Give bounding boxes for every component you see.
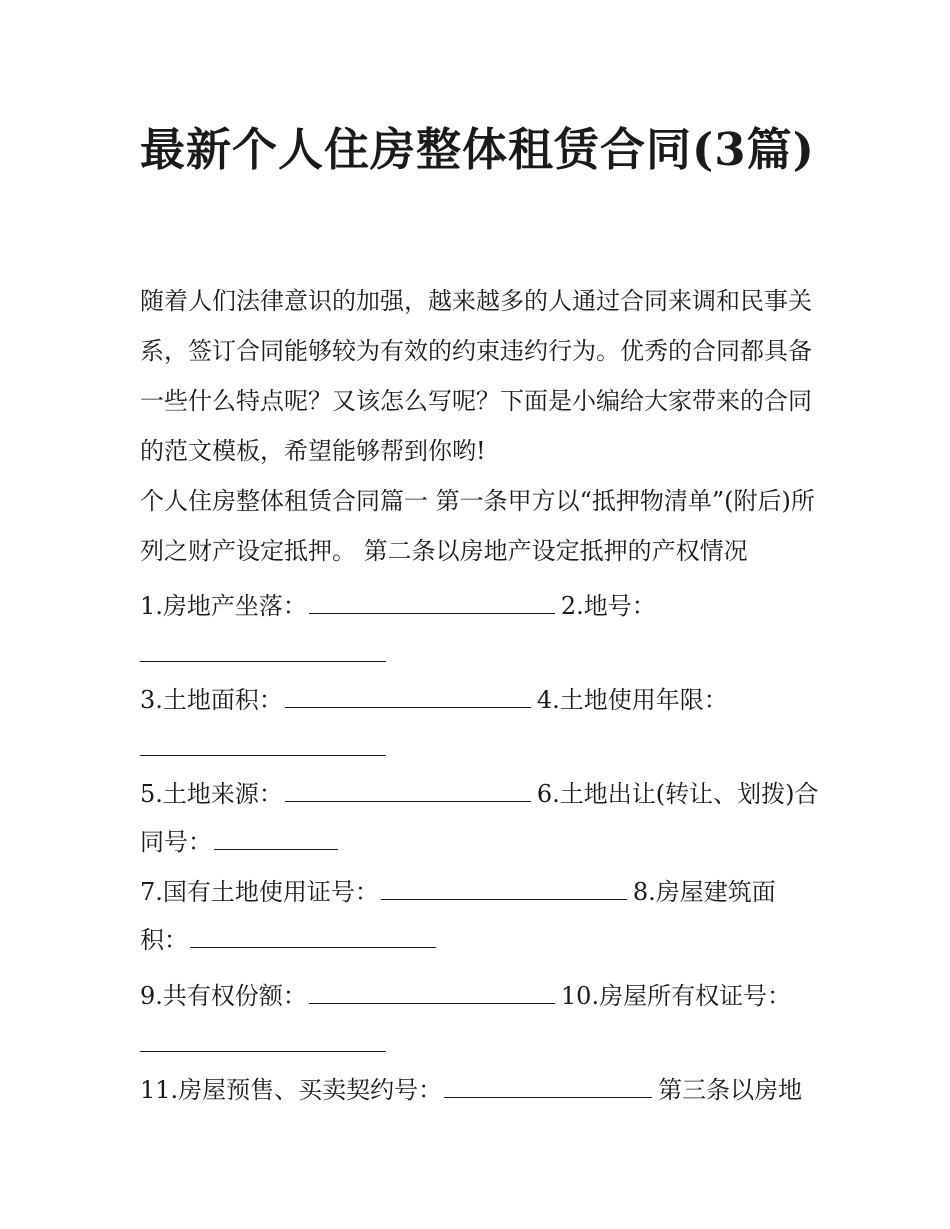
field-row-9-10 — [140, 972, 820, 1068]
field-label-ownership-certificate: 10.房屋所有权证号： — [560, 982, 792, 1010]
field-row-11 — [140, 1066, 820, 1114]
field-label-land-source: 5.土地来源： — [140, 780, 283, 808]
field-label-land-location: 1.房地产坐落： — [140, 592, 307, 620]
blank-share — [309, 977, 555, 1004]
field-label-land-certificate: 7.国有土地使用证号： — [140, 878, 379, 906]
field-label-share: 9.共有权份额： — [140, 982, 307, 1010]
blank-land-source — [285, 775, 531, 802]
field-row-1-2 — [140, 582, 820, 678]
document-title: 最新个人住房整体租赁合同(3篇) — [140, 123, 815, 176]
blank-lot-number — [140, 635, 386, 662]
blank-building-area — [190, 921, 436, 948]
blank-land-certificate — [381, 873, 627, 900]
blank-presale-contract — [444, 1071, 652, 1098]
article-three-start: 第三条以房地 — [658, 1076, 803, 1104]
field-label-land-term: 4.土地使用年限： — [536, 686, 728, 714]
blank-land-area — [285, 681, 531, 708]
article-paragraph: 个人住房整体租赁合同篇一 第一条甲方以“抵押物清单”(附后)所列之财产设定抵押。 第二条以房地产设定抵押的产权情况 — [140, 487, 815, 565]
field-row-7-8 — [140, 868, 800, 964]
field-label-land-area: 3.土地面积： — [140, 686, 283, 714]
field-label-lot-number: 2.地号： — [560, 592, 656, 620]
intro-paragraph: 随着人们法律意识的加强，越来越多的人通过合同来调和民事关系，签订合同能够较为有效的约束违约行为。优秀的合同都具备一些什么特点呢？又该怎么写呢？下面是小编给大家带来的合同的范文模板，希望能够帮到你哟! — [140, 287, 812, 465]
blank-land-location — [309, 587, 555, 614]
field-label-building-area: 8.房屋建筑面积： — [140, 878, 776, 954]
field-label-presale-contract: 11.房屋预售、买卖契约号： — [140, 1076, 443, 1104]
blank-transfer-contract — [214, 823, 338, 850]
field-row-5-6 — [140, 770, 830, 866]
blank-land-term — [140, 729, 386, 756]
blank-ownership-certificate — [140, 1025, 386, 1052]
field-label-transfer-contract: 6.土地出让(转让、划拨)合同号： — [140, 780, 819, 856]
field-row-3-4 — [140, 676, 820, 772]
